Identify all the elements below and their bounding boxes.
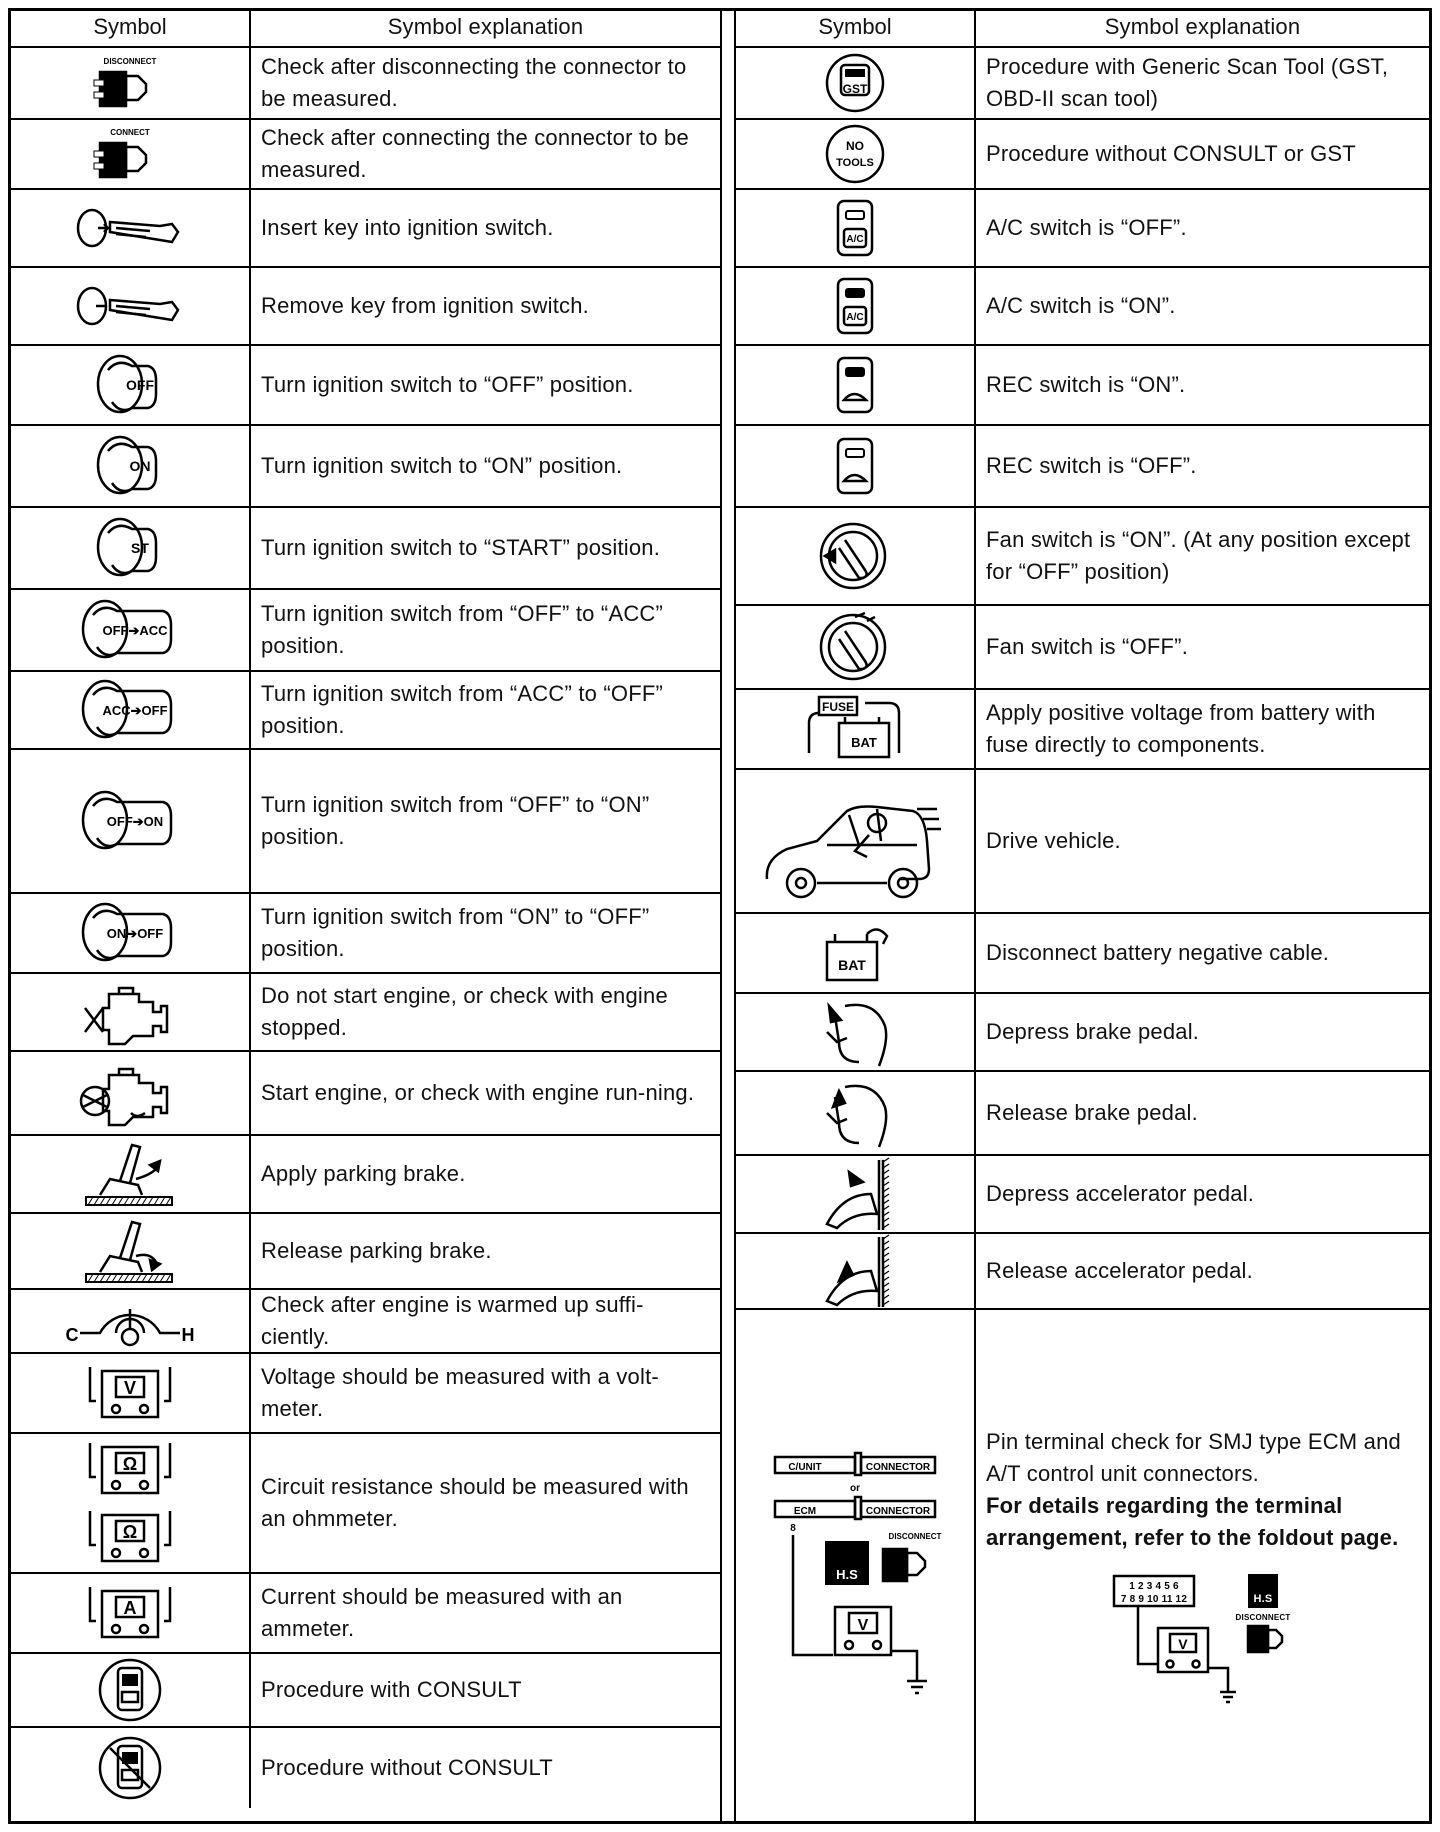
insert-key-icon bbox=[11, 190, 251, 266]
fan-switch-on-icon bbox=[736, 508, 976, 604]
symbol-explanation: Procedure without CONSULT bbox=[261, 1755, 553, 1780]
pin-check-bold-text: For details regarding the terminal arrangement, refer to the foldout page. bbox=[986, 1493, 1399, 1550]
svg-text:C/UNIT: C/UNIT bbox=[788, 1462, 822, 1473]
rec-switch-off-icon bbox=[736, 426, 976, 506]
svg-text:H.S: H.S bbox=[1253, 1593, 1272, 1605]
temperature-gauge-icon bbox=[11, 1290, 251, 1352]
apply-parking-brake-icon bbox=[11, 1136, 251, 1212]
symbol-explanation: Voltage should be measured with a volt-meter. bbox=[261, 1364, 659, 1421]
symbol-explanation: Turn ignition switch from “OFF” to “ACC” position. bbox=[261, 601, 664, 658]
table-row bbox=[11, 426, 720, 508]
svg-text:CONNECT: CONNECT bbox=[110, 128, 150, 137]
svg-text:8: 8 bbox=[790, 1523, 796, 1534]
ammeter-icon bbox=[11, 1574, 251, 1652]
symbol-explanation: Check after connecting the connector to be measured. bbox=[261, 125, 689, 182]
gst-icon bbox=[736, 48, 976, 118]
svg-text:ON➔OFF: ON➔OFF bbox=[106, 926, 164, 941]
svg-text:A/C: A/C bbox=[846, 234, 864, 245]
no-consult-icon bbox=[11, 1728, 251, 1808]
column-divider bbox=[720, 8, 736, 1824]
ignition-on-icon bbox=[11, 426, 251, 506]
table-row bbox=[736, 1156, 1429, 1234]
left-header-row bbox=[11, 8, 720, 48]
svg-text:V: V bbox=[123, 1378, 137, 1398]
pin-check-diagram-icon bbox=[736, 1310, 976, 1824]
left-table bbox=[11, 8, 720, 1824]
release-parking-brake-icon bbox=[11, 1214, 251, 1288]
left-header-explanation: Symbol explanation bbox=[387, 14, 584, 39]
left-header-symbol: Symbol bbox=[11, 8, 251, 46]
right-header-symbol: Symbol bbox=[736, 8, 976, 46]
symbol-explanation: Procedure without CONSULT or GST bbox=[986, 141, 1356, 166]
pin-arrangement-diagram bbox=[1108, 1568, 1298, 1708]
table-row bbox=[11, 894, 720, 974]
ignition-acc-off-icon bbox=[11, 672, 251, 748]
table-row bbox=[11, 1290, 720, 1354]
pin-check-explanation bbox=[976, 1310, 1429, 1824]
symbol-explanation: Do not start engine, or check with engine stopped. bbox=[261, 983, 668, 1040]
symbol-explanation: Turn ignition switch to “OFF” position. bbox=[261, 372, 634, 397]
disconnect-connector-icon bbox=[11, 48, 251, 118]
table-row bbox=[11, 346, 720, 426]
svg-text:OFF➔ON: OFF➔ON bbox=[106, 814, 164, 829]
table-row bbox=[736, 120, 1429, 190]
svg-text:Ω: Ω bbox=[122, 1522, 138, 1542]
rec-switch-on-icon bbox=[736, 346, 976, 424]
consult-icon bbox=[11, 1654, 251, 1726]
table-row bbox=[11, 120, 720, 190]
table-row bbox=[736, 268, 1429, 346]
svg-text:DISCONNECT: DISCONNECT bbox=[888, 1532, 942, 1541]
svg-text:DISCONNECT: DISCONNECT bbox=[1235, 1613, 1290, 1622]
svg-text:CONNECTOR: CONNECTOR bbox=[865, 1506, 931, 1517]
symbol-explanation: REC switch is “ON”. bbox=[986, 372, 1186, 397]
symbol-explanation: REC switch is “OFF”. bbox=[986, 453, 1197, 478]
table-row bbox=[11, 750, 720, 894]
svg-text:OFF➔ACC: OFF➔ACC bbox=[102, 623, 168, 638]
table-row bbox=[736, 914, 1429, 994]
symbol-explanation: Check after engine is warmed up suffi-ciently. bbox=[261, 1292, 644, 1349]
table-row bbox=[11, 1214, 720, 1290]
symbol-explanation: Turn ignition switch to “ON” position. bbox=[261, 453, 623, 478]
depress-accelerator-icon bbox=[736, 1156, 976, 1232]
release-brake-pedal-icon bbox=[736, 1072, 976, 1154]
fuse-battery-icon bbox=[736, 690, 976, 768]
ac-switch-off-icon bbox=[736, 190, 976, 266]
right-table bbox=[736, 8, 1429, 1824]
fan-switch-off-icon bbox=[736, 606, 976, 688]
no-tools-icon bbox=[736, 120, 976, 188]
symbol-reference-table bbox=[8, 8, 1432, 1824]
svg-text:A: A bbox=[123, 1598, 137, 1618]
engine-running-icon bbox=[11, 1052, 251, 1134]
symbol-explanation: Depress accelerator pedal. bbox=[986, 1181, 1255, 1206]
table-row bbox=[11, 1728, 720, 1808]
svg-text:1 2 3 4 5 6: 1 2 3 4 5 6 bbox=[1128, 1581, 1179, 1592]
symbol-explanation: Start engine, or check with engine run-ning. bbox=[261, 1080, 695, 1105]
symbol-explanation: A/C switch is “OFF”. bbox=[986, 215, 1187, 240]
symbol-explanation: Fan switch is “ON”. (At any position except for “OFF” position) bbox=[986, 527, 1411, 584]
svg-text:or: or bbox=[850, 1483, 860, 1494]
svg-text:Ω: Ω bbox=[122, 1454, 138, 1474]
svg-text:BAT: BAT bbox=[851, 735, 877, 750]
table-row bbox=[736, 48, 1429, 120]
table-row bbox=[11, 190, 720, 268]
symbol-explanation: Turn ignition switch from “ON” to “OFF” position. bbox=[261, 904, 650, 961]
symbol-explanation: Release parking brake. bbox=[261, 1238, 492, 1263]
symbol-explanation: Turn ignition switch from “OFF” to “ON” position. bbox=[261, 792, 650, 849]
table-row bbox=[736, 1072, 1429, 1156]
svg-text:7 8 9 10 11 12: 7 8 9 10 11 12 bbox=[1120, 1594, 1187, 1605]
pin-terminal-check-row bbox=[736, 1310, 1429, 1824]
table-row bbox=[11, 1136, 720, 1214]
ignition-start-icon bbox=[11, 508, 251, 588]
symbol-explanation: Remove key from ignition switch. bbox=[261, 293, 589, 318]
table-row bbox=[736, 190, 1429, 268]
drive-vehicle-icon bbox=[736, 770, 976, 912]
svg-text:C: C bbox=[65, 1325, 79, 1345]
ac-switch-on-icon bbox=[736, 268, 976, 344]
engine-stopped-icon bbox=[11, 974, 251, 1050]
depress-brake-pedal-icon bbox=[736, 994, 976, 1070]
table-row bbox=[11, 48, 720, 120]
ignition-off-on-icon bbox=[11, 750, 251, 892]
symbol-explanation: Apply parking brake. bbox=[261, 1161, 466, 1186]
svg-text:ECM: ECM bbox=[793, 1506, 817, 1517]
ignition-on-off-icon bbox=[11, 894, 251, 972]
svg-text:H.S: H.S bbox=[836, 1567, 858, 1582]
table-row bbox=[736, 606, 1429, 690]
table-row bbox=[11, 590, 720, 672]
table-row bbox=[11, 672, 720, 750]
symbol-explanation: Depress brake pedal. bbox=[986, 1019, 1200, 1044]
svg-text:TOOLS: TOOLS bbox=[836, 157, 874, 169]
right-header-row bbox=[736, 8, 1429, 48]
svg-text:ST: ST bbox=[131, 540, 149, 556]
symbol-explanation: A/C switch is “ON”. bbox=[986, 293, 1176, 318]
symbol-explanation: Procedure with Generic Scan Tool (GST, OBD-II scan tool) bbox=[986, 54, 1389, 111]
table-row bbox=[11, 1654, 720, 1728]
table-row bbox=[736, 770, 1429, 914]
ignition-off-acc-icon bbox=[11, 590, 251, 670]
svg-text:DISCONNECT: DISCONNECT bbox=[103, 57, 157, 66]
table-row bbox=[11, 1354, 720, 1434]
table-row bbox=[11, 1052, 720, 1136]
battery-disconnect-icon bbox=[736, 914, 976, 992]
symbol-explanation: Release brake pedal. bbox=[986, 1100, 1198, 1125]
table-row bbox=[736, 346, 1429, 426]
symbol-explanation: Turn ignition switch from “ACC” to “OFF” position. bbox=[261, 681, 664, 738]
svg-text:GST: GST bbox=[842, 82, 868, 96]
symbol-explanation: Check after disconnecting the connector to be measured. bbox=[261, 54, 687, 111]
pin-check-text: Pin terminal check for SMJ type ECM and A/T control unit connectors. bbox=[986, 1429, 1401, 1486]
symbol-explanation: Procedure with CONSULT bbox=[261, 1677, 522, 1702]
release-accelerator-icon bbox=[736, 1234, 976, 1308]
symbol-explanation: Apply positive voltage from battery with fuse directly to components. bbox=[986, 700, 1376, 757]
table-row bbox=[11, 268, 720, 346]
table-row bbox=[11, 1574, 720, 1654]
symbol-explanation: Drive vehicle. bbox=[986, 828, 1121, 853]
symbol-explanation: Fan switch is “OFF”. bbox=[986, 634, 1189, 659]
svg-text:H: H bbox=[181, 1325, 195, 1345]
symbol-explanation: Release accelerator pedal. bbox=[986, 1258, 1253, 1283]
symbol-explanation: Disconnect battery negative cable. bbox=[986, 940, 1330, 965]
right-header-explanation: Symbol explanation bbox=[1104, 14, 1301, 39]
ohmmeter-icon bbox=[11, 1434, 251, 1572]
table-row bbox=[736, 690, 1429, 770]
remove-key-icon bbox=[11, 268, 251, 344]
table-row bbox=[736, 426, 1429, 508]
svg-text:V: V bbox=[1177, 1636, 1188, 1652]
table-row bbox=[736, 508, 1429, 606]
svg-text:V: V bbox=[857, 1617, 869, 1634]
voltmeter-icon bbox=[11, 1354, 251, 1432]
ignition-off-icon bbox=[11, 346, 251, 424]
svg-text:OFF: OFF bbox=[126, 377, 154, 393]
symbol-explanation: Circuit resistance should be measured with an ohmmeter. bbox=[261, 1474, 689, 1531]
svg-text:CONNECTOR: CONNECTOR bbox=[865, 1462, 931, 1473]
table-row bbox=[736, 1234, 1429, 1310]
table-row bbox=[736, 994, 1429, 1072]
svg-text:FUSE: FUSE bbox=[821, 700, 855, 714]
svg-text:BAT: BAT bbox=[838, 957, 866, 973]
svg-text:ON: ON bbox=[129, 458, 151, 474]
table-row bbox=[11, 1434, 720, 1574]
symbol-explanation: Current should be measured with an ammeter. bbox=[261, 1584, 623, 1641]
svg-text:ACC➔OFF: ACC➔OFF bbox=[102, 703, 168, 718]
svg-text:NO: NO bbox=[846, 139, 864, 153]
symbol-explanation: Insert key into ignition switch. bbox=[261, 215, 554, 240]
table-row bbox=[11, 508, 720, 590]
svg-text:A/C: A/C bbox=[846, 312, 864, 323]
symbol-explanation: Turn ignition switch to “START” position. bbox=[261, 535, 661, 560]
connect-connector-icon bbox=[11, 120, 251, 188]
table-row bbox=[11, 974, 720, 1052]
